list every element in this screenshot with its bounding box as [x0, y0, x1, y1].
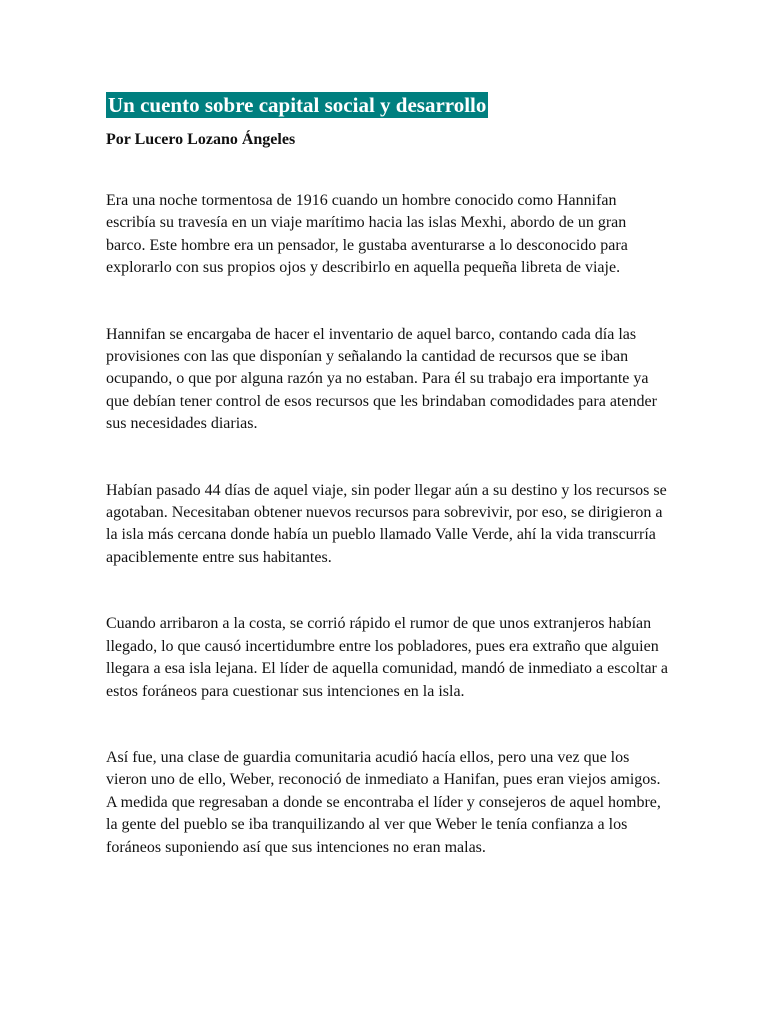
story-paragraph: Era una noche tormentosa de 1916 cuando un hombre conocido como Hannifan escribía su travesía en un viaje marítimo hacia las islas Mexhi, abordo de un gran barco. Este hombre era un pensador, le gustaba aventurarse a lo desconocido para explorarlo con sus propios ojos y describirlo en aquella pequeña libreta de viaje. [106, 192, 628, 277]
story-paragraph: Cuando arribaron a la costa, se corrió rápido el rumor de que unos extranjeros habían llegado, lo que causó incertidumbre entre los pobladores, pues era extraño que alguien llegara a esa isla lejana. El líder de aquella comunidad, mandó de inmediato a escoltar a estos foráneos para cuestionar sus intenciones en la isla. [106, 615, 668, 700]
story-paragraph: Hannifan se encargaba de hacer el inventario de aquel barco, contando cada día las provisiones con las que disponían y señalando la cantidad de recursos que se iban ocupando, o que por alguna razón ya no estaban. Para él su trabajo era importante ya que debían tener control de esos recursos que les brindaban comodidades para atender sus necesidades diarias. [106, 325, 657, 433]
document-author: Por Lucero Lozano Ángeles [106, 131, 296, 148]
story-paragraph: Habían pasado 44 días de aquel viaje, sin poder llegar aún a su destino y los recursos se agotaban. Necesitaban obtener nuevos recursos para sobrevivir, por eso, se dirigieron a la isla más cercana donde había un pueblo llamado Valle Verde, ahí la vida transcurría apaciblemente entre sus habitantes. [106, 481, 667, 566]
story-paragraph: Así fue, una clase de guardia comunitaria acudió hacía ellos, pero una vez que los vieron uno de ello, Weber, reconoció de inmediato a Hanifan, pues eran viejos amigos. A medida que regresaban a donde se encontraba el líder y consejeros de aquel hombre, la gente del pueblo se iba tranquilizando al ver que Weber le tenía confianza a los foráneos suponiendo así que sus intenciones no eran malas. [106, 748, 661, 856]
document-title: Un cuento sobre capital social y desarrollo [108, 93, 487, 117]
story-body [106, 190, 668, 859]
